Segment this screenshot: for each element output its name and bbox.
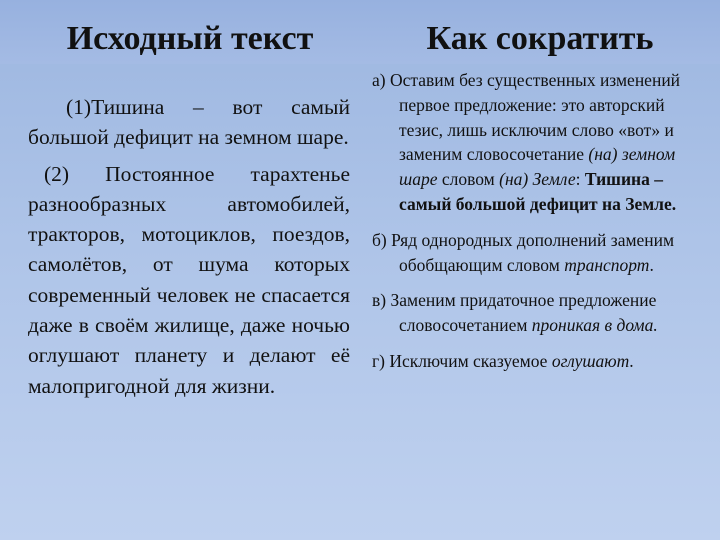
step-d-italic: оглушают [551,350,630,371]
step-a-italic-2: (на) Земле [499,169,576,190]
step-d-text: г) Исключим сказуемое [372,350,552,371]
step-a-result: Тишина – самый большой дефицит на Земле. [399,169,677,214]
step-c-italic: проникая в дома. [531,315,658,336]
step-c-text: в) Заменим придаточное предложение словосочетанием [372,290,657,336]
method-column-title: Как сократить [426,20,654,57]
step-a-italic-1: (на) земном шаре [399,144,676,190]
source-column-title: Исходный текст [66,20,314,57]
source-paragraph-1: (1)Тишина – вот самый большой дефицит на земном шаре. [28,95,350,150]
source-paragraph-2: (2) Постоянное тарахтенье разнообразных автомобилей, тракторов, мотоциклов, поездов, самолётов, от шума которых современный человек не спасается даже в своём жилище, даже ночью оглушают планету и делают её малопригодной для жизни. [28,161,350,398]
step-a-text-3: : [575,169,585,190]
step-a-text-2: словом [437,169,500,190]
step-d-end: . [629,350,634,371]
step-b-end: . [649,254,654,275]
source-text [28,92,350,401]
step-a-text-1: а) Оставим без существенных изменений первое предложение: это авторский тезис, лишь исключим слово «вот» и заменим словосочетание [372,70,681,165]
step-d [372,349,712,374]
reduction-steps [372,68,712,385]
step-b [372,228,712,278]
step-c [372,288,712,338]
step-a [372,68,712,217]
step-b-text: б) Ряд однородных дополнений заменим обобщающим словом [372,229,675,275]
step-b-italic: транспорт [564,254,650,275]
